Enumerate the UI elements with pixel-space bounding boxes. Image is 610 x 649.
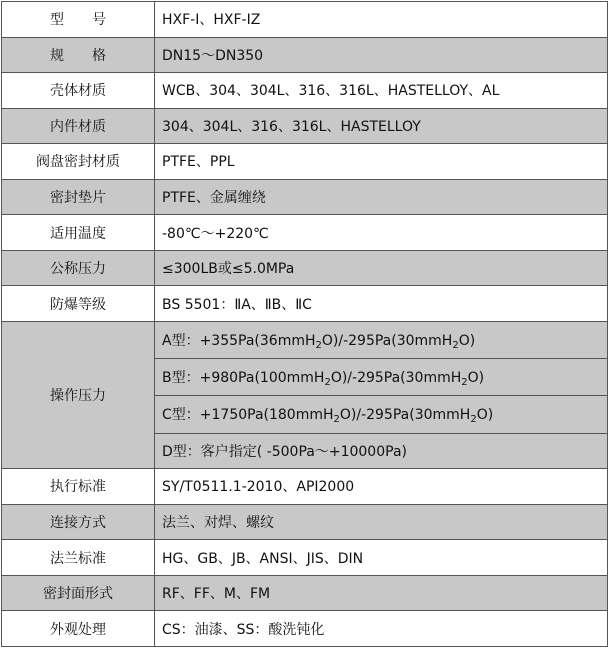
pressure-line-a xyxy=(155,321,608,358)
pressure-text: C型：+1750Pa(180mmH xyxy=(162,407,334,423)
pressure-text: O) xyxy=(476,407,494,423)
pressure-text: B型：+980Pa(100mmH xyxy=(162,369,325,386)
pressure-line-d: D型：客户指定( -500Pa～+10000Pa) xyxy=(155,433,608,469)
row-label: 型 号 xyxy=(2,2,155,38)
pressure-text: O)/-295Pa(30mmH xyxy=(330,369,462,386)
subscript: 2 xyxy=(470,414,477,425)
subscript: 2 xyxy=(315,339,322,351)
table-row xyxy=(2,2,608,38)
row-value: -80℃～+220℃ xyxy=(155,215,608,251)
row-label: 防爆等级 xyxy=(2,286,155,322)
row-label: 密封垫片 xyxy=(2,179,155,215)
row-label: 阀盘密封材质 xyxy=(2,144,155,180)
subscript: 2 xyxy=(333,414,340,425)
pressure-text: O)/-295Pa(30mmH xyxy=(321,332,453,349)
row-label: 壳体材质 xyxy=(2,73,155,109)
table-row xyxy=(2,611,608,647)
row-value: 304、304L、316、316L、HASTELLOY xyxy=(155,108,608,144)
spec-table xyxy=(1,1,608,647)
table-row xyxy=(2,469,608,505)
table-row xyxy=(2,108,608,144)
row-value: PTFE、金属缠绕 xyxy=(155,179,608,215)
pressure-line-c xyxy=(155,396,608,433)
subscript: 2 xyxy=(452,339,459,351)
row-value: SY/T0511.1-2010、API2000 xyxy=(155,469,608,505)
row-value: HXF-I、HXF-IZ xyxy=(155,2,608,38)
row-value: RF、FF、M、FM xyxy=(155,575,608,611)
table-row xyxy=(2,179,608,215)
row-value: PTFE、PPL xyxy=(155,144,608,180)
row-label: 规 格 xyxy=(2,37,155,73)
row-label: 操作压力 xyxy=(2,321,155,468)
pressure-text: O) xyxy=(458,332,476,349)
row-value: CS：油漆、SS：酸洗钝化 xyxy=(155,611,608,647)
row-label: 密封面形式 xyxy=(2,575,155,611)
table-row xyxy=(2,286,608,322)
pressure-text: O) xyxy=(467,369,485,386)
row-value: ≤300LB或≤5.0MPa xyxy=(155,250,608,286)
row-label: 内件材质 xyxy=(2,108,155,144)
operating-pressure-row xyxy=(2,321,608,358)
table-row xyxy=(2,37,608,73)
table-row xyxy=(2,540,608,576)
row-label: 法兰标准 xyxy=(2,540,155,576)
table-row xyxy=(2,144,608,180)
table-row xyxy=(2,250,608,286)
row-label: 执行标准 xyxy=(2,469,155,505)
row-value: 法兰、对焊、螺纹 xyxy=(155,504,608,540)
row-value: DN15～DN350 xyxy=(155,37,608,73)
table-row xyxy=(2,73,608,109)
row-value: HG、GB、JB、ANSI、JIS、DIN xyxy=(155,540,608,576)
subscript: 2 xyxy=(324,376,331,388)
table-row xyxy=(2,504,608,540)
subscript: 2 xyxy=(461,376,468,388)
row-value: BS 5501：ⅡA、ⅡB、ⅡC xyxy=(155,286,608,322)
pressure-text: A型：+355Pa(36mmH xyxy=(162,332,316,349)
row-label: 外观处理 xyxy=(2,611,155,647)
row-value: WCB、304、304L、316、316L、HASTELLOY、AL xyxy=(155,73,608,109)
row-label: 适用温度 xyxy=(2,215,155,251)
pressure-line-b xyxy=(155,359,608,396)
pressure-text: O)/-295Pa(30mmH xyxy=(339,407,471,423)
row-label: 连接方式 xyxy=(2,504,155,540)
table-row xyxy=(2,575,608,611)
row-label: 公称压力 xyxy=(2,250,155,286)
table-row xyxy=(2,215,608,251)
